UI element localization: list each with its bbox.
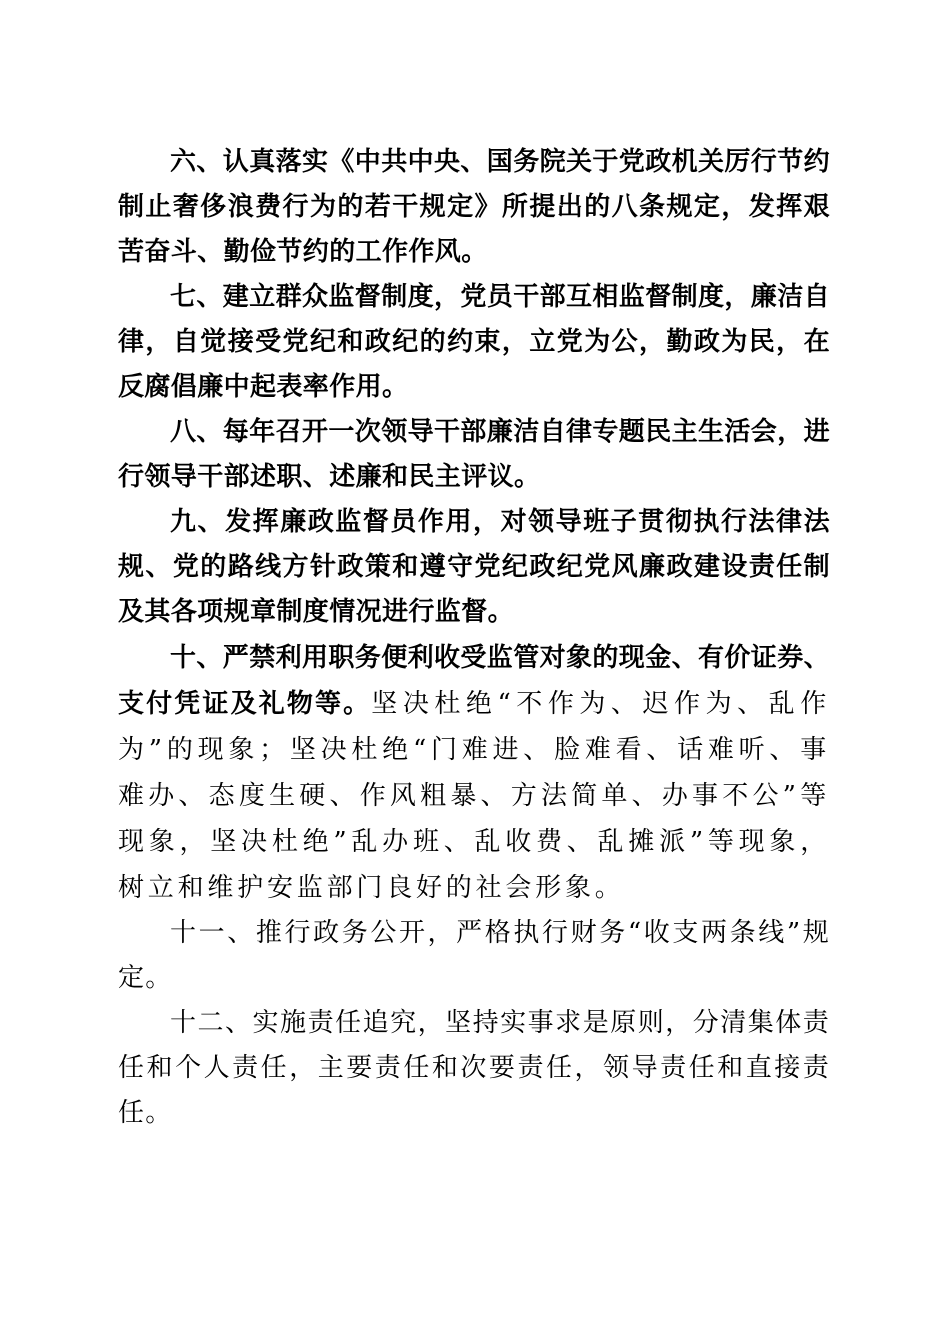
paragraph-7: 七、建立群众监督制度，党员干部互相监督制度，廉洁自律，自觉接受党纪和政纪的约束，立党为公，勤政为民，在反腐倡廉中起表率作用。 bbox=[118, 282, 831, 402]
paragraph-10 bbox=[118, 635, 830, 911]
paragraph-6: 六、认真落实《中共中央、国务院关于党政机关厉行节约制止奢侈浪费行为的若干规定》所提出的八条规定，发挥艰苦奋斗、勤俭节约的工作作风。 bbox=[118, 147, 831, 267]
document-body bbox=[118, 140, 830, 1136]
paragraph-11: 十一、推行政务公开，严格执行财务“收支两条线”规定。 bbox=[118, 918, 830, 993]
paragraph-8: 八、每年召开一次领导干部廉洁自律专题民主生活会，进行领导干部述职、述廉和民主评议。 bbox=[118, 417, 831, 492]
paragraph-10-bold-run: 十、严禁利用职务便利收受监管对象的现金、有价证券、支付凭证及礼物等。 bbox=[118, 643, 831, 719]
paragraph-10-regular-run: 坚决杜绝“不作为、迟作为、乱作为”的现象；坚决杜绝“门难进、脸难看、话难听、事难办、态度生硬、作风粗暴、方法简单、办事不公”等现象，坚决杜绝”乱办班、乱收费、乱摊派”等现象，树立和维护安监部门良好的社会形象。 bbox=[118, 689, 830, 903]
paragraph-9: 九、发挥廉政监督员作用，对领导班子贯彻执行法律法规、党的路线方针政策和遵守党纪政纪党风廉政建设责任制及其各项规章制度情况进行监督。 bbox=[118, 507, 830, 627]
paragraph-12: 十二、实施责任追究，坚持实事求是原则，分清集体责任和个人责任，主要责任和次要责任，领导责任和直接责任。 bbox=[118, 1008, 830, 1128]
